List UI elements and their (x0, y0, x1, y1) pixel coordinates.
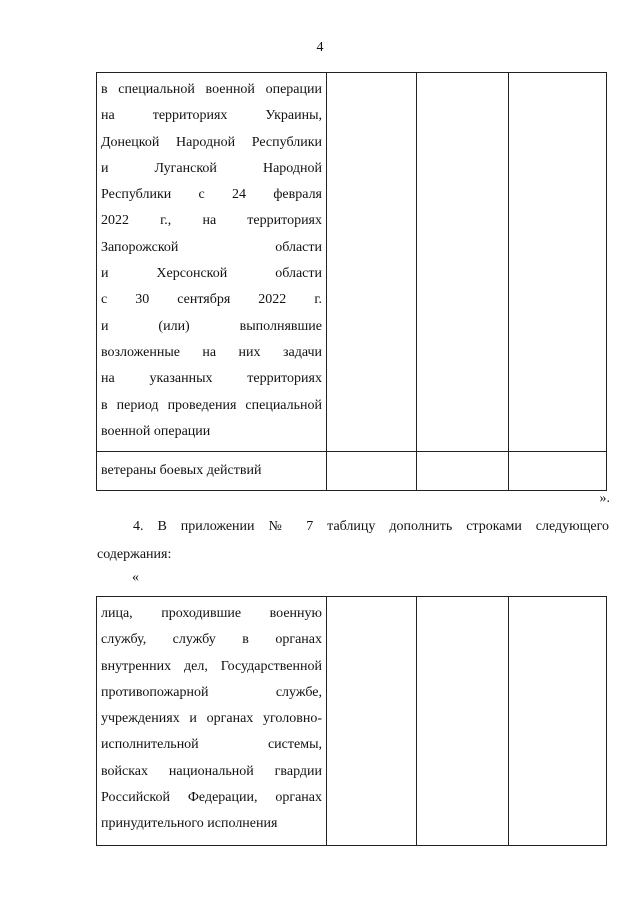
category-text: ветераны боевых действий (101, 463, 262, 479)
amendment-paragraph (97, 513, 609, 569)
category-text (97, 73, 326, 451)
text-line: и Херсонской области (101, 266, 322, 282)
table-cell-empty (509, 73, 607, 452)
table-cell-empty (509, 597, 607, 846)
text-line: на территориях Украины, (101, 108, 322, 124)
text-line: войсках национальной гвардии (101, 763, 322, 779)
text-line: Республики с 24 февраля (101, 187, 322, 203)
table-fragment-bottom (96, 596, 607, 846)
text-line: противопожарной службе, (101, 684, 322, 700)
table-row (97, 452, 607, 491)
table-cell-empty (509, 452, 607, 491)
table-cell-empty (417, 597, 509, 846)
text-line: Российской Федерации, органах (101, 790, 322, 806)
text-line: Запорожской области (101, 239, 322, 255)
text-line: принудительного исполнения (101, 816, 278, 832)
text-line: 2022 г., на территориях (101, 213, 322, 229)
opening-quote: « (132, 570, 139, 585)
paragraph-line: содержания: (97, 547, 172, 562)
text-line: и (или) выполнявшие (101, 318, 322, 334)
text-line: и Луганской Народной (101, 160, 322, 176)
table-fragment-top (96, 72, 607, 491)
table-cell-empty (417, 452, 509, 491)
text-line: на указанных территориях (101, 371, 322, 387)
text-line: службу, службу в органах (101, 632, 322, 648)
text-line: военной операции (101, 423, 211, 439)
text-line: с 30 сентября 2022 г. (101, 292, 322, 308)
text-line: учреждениях и органах уголовно- (101, 711, 322, 727)
closing-quote: ». (599, 491, 610, 506)
table-row (97, 73, 607, 452)
text-line: Донецкой Народной Республики (101, 134, 322, 150)
table-cell-category (97, 452, 327, 491)
text-line: лица, проходившие военную (101, 606, 322, 621)
text-line: в специальной военной операции (101, 82, 322, 97)
text-line: в период проведения специальной (101, 397, 322, 413)
text-line: внутренних дел, Государственной (101, 658, 322, 674)
table-cell-category (97, 597, 327, 846)
table-cell-category (97, 73, 327, 452)
table-cell-empty (327, 73, 417, 452)
table-cell-empty (417, 73, 509, 452)
text-line: возложенные на них задачи (101, 344, 322, 360)
table-cell-empty (327, 452, 417, 491)
paragraph-line: 4. В приложении № 7 таблицу дополнить строками следующего (133, 519, 609, 534)
text-line: исполнительной системы, (101, 737, 322, 753)
table-row (97, 597, 607, 846)
category-text (97, 597, 326, 844)
table-cell-empty (327, 597, 417, 846)
page-number: 4 (316, 40, 324, 55)
